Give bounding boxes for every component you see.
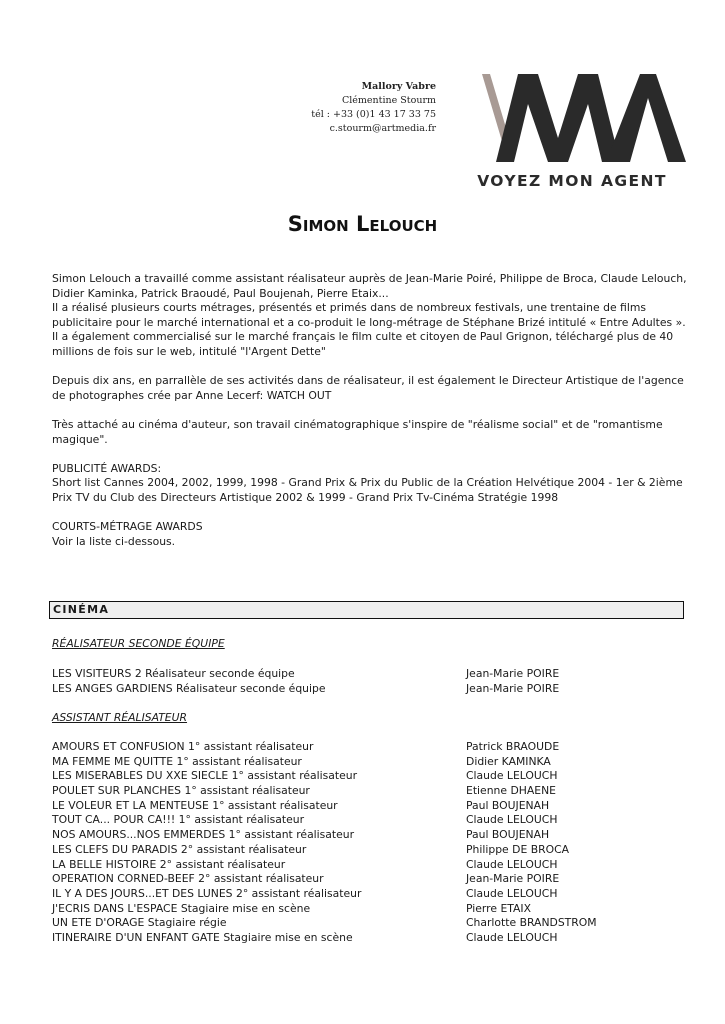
assistant-list (52, 740, 692, 946)
awards-heading: PUBLICITÉ AWARDS: (52, 461, 162, 475)
film-credit: UN ETE D'ORAGE Stagiaire régie (52, 916, 227, 930)
shorts-text: Voir la liste ci-dessous. (52, 534, 176, 548)
contact-person: Clémentine Stourm (341, 95, 436, 106)
section-label: CINÉMA (53, 603, 110, 616)
film-director: Paul BOUJENAH (466, 798, 550, 812)
film-director: Patrick BRAOUDE (466, 740, 560, 753)
second-unit-heading: RÉALISATEUR SECONDE ÉQUIPE (52, 637, 225, 650)
bio-paragraph: Très attaché au cinéma d'auteur, son travail cinématographique s'inspire de "réalisme social" et de "romantisme magique". (52, 417, 663, 446)
film-credit: LES VISITEURS 2 Réalisateur seconde équipe (52, 667, 295, 680)
film-credit: IL Y A DES JOURS...ET DES LUNES 2° assistant réalisateur (52, 886, 362, 900)
film-credit: TOUT CA... POUR CA!!! 1° assistant réalisateur (52, 813, 305, 827)
filmography-row (52, 887, 692, 902)
logo-letter-a (606, 74, 686, 162)
filmography-row (52, 682, 692, 697)
film-credit: ITINERAIRE D'UN ENFANT GATE Stagiaire mise en scène (52, 930, 353, 944)
logo-letter-m (496, 74, 620, 162)
film-director: Claude LELOUCH (466, 857, 558, 871)
filmography-row (52, 740, 692, 755)
film-credit: OPERATION CORNED-BEEF 2° assistant réalisateur (52, 872, 324, 886)
page-title: Simon Lelouch (287, 212, 438, 236)
awards-text: Short list Cannes 2004, 2002, 1999, 1998 - Grand Prix & Prix du Public de la Création Helvétique 2004 - 1er & 2ième Prix TV du Club des Directeurs Artistique 2002 & 1999 - Grand Prix Tv-Cinéma Stratégie 1998 (52, 476, 683, 504)
agent-contact (311, 80, 436, 136)
bio-paragraph: Il a réalisé plusieurs courts métrages, présentés et primés dans de nombreux festivals, une trentaine de films publicitaire pour le marché international et a co-produit le long-métrage de Stéphane Brizé intitulé « Entre Adultes ». (52, 301, 686, 329)
film-credit: J'ECRIS DANS L'ESPACE Stagiaire mise en scène (52, 901, 311, 915)
film-director: Etienne DHAENE (466, 784, 556, 798)
film-director: Jean-Marie POIRE (466, 667, 560, 680)
film-director: Claude LELOUCH (466, 813, 558, 827)
filmography-row (52, 755, 692, 770)
film-director: Didier KAMINKA (466, 754, 551, 768)
filmography-row (52, 667, 692, 682)
film-credit: LA BELLE HISTOIRE 2° assistant réalisateur (52, 857, 286, 871)
film-director: Jean-Marie POIRE (466, 681, 560, 695)
film-credit: LES CLEFS DU PARADIS 2° assistant réalisateur (52, 842, 307, 856)
film-credit: AMOURS ET CONFUSION 1° assistant réalisateur (52, 740, 314, 753)
film-credit: LES MISERABLES DU XXE SIECLE 1° assistant réalisateur (52, 769, 358, 783)
agency-logo (456, 68, 688, 192)
bio-paragraph: Simon Lelouch a travaillé comme assistant réalisateur auprès de Jean-Marie Poiré, Philippe de Broca, Claude Lelouch, Didier Kaminka, Patrick Braoudé, Paul Boujenah, Pierre Etaix... (52, 272, 687, 300)
filmography-row (52, 843, 692, 858)
contact-phone: tél : +33 (0)1 43 17 33 75 (311, 109, 436, 120)
film-director: Pierre ETAIX (466, 901, 531, 915)
filmography-row (52, 784, 692, 799)
filmography-row (52, 813, 692, 828)
filmography-row (52, 902, 692, 917)
film-credit: LE VOLEUR ET LA MENTEUSE 1° assistant réalisateur (52, 798, 338, 812)
filmography-row (52, 872, 692, 887)
filmography-row (52, 858, 692, 873)
shorts-heading: COURTS-MÉTRAGE AWARDS (52, 520, 203, 534)
cinema-section-header (49, 601, 684, 619)
bio-paragraph: Il a également commercialisé sur le marché français le film culte et citoyen de Paul Grignon, téléchargé plus de 40 millions de fois sur le web, intitulé "l'Argent Dette" (52, 330, 674, 358)
filmography-row (52, 828, 692, 843)
filmography-row (52, 769, 692, 784)
filmography-row (52, 916, 692, 931)
film-credit: LES ANGES GARDIENS Réalisateur seconde équipe (52, 681, 326, 695)
bio-paragraph: Depuis dix ans, en parrallèle de ses activités dans de réalisateur, il est également le Directeur Artistique de l'agence de photographes crée par Anne Lecerf: WATCH OUT (52, 374, 684, 402)
contact-email: c.stourm@artmedia.fr (329, 123, 436, 134)
film-director: Paul BOUJENAH (466, 828, 550, 842)
film-director: Charlotte BRANDSTROM (466, 916, 597, 930)
film-credit: MA FEMME ME QUITTE 1° assistant réalisateur (52, 754, 302, 768)
vma-logo-mark (456, 68, 688, 168)
agent-name: Mallory Vabre (361, 81, 436, 92)
film-director: Claude LELOUCH (466, 886, 558, 900)
filmography-row (52, 799, 692, 814)
film-director: Claude LELOUCH (466, 930, 558, 944)
film-credit: NOS AMOURS...NOS EMMERDES 1° assistant réalisateur (52, 828, 355, 842)
film-director: Jean-Marie POIRE (466, 872, 560, 886)
assistant-heading: ASSISTANT RÉALISATEUR (52, 711, 188, 724)
film-credit: POULET SUR PLANCHES 1° assistant réalisateur (52, 784, 310, 798)
filmography-row (52, 931, 692, 946)
logo-tagline: VOYEZ MON AGENT (477, 172, 667, 190)
film-director: Philippe DE BROCA (466, 842, 570, 856)
film-director: Claude LELOUCH (466, 769, 558, 783)
biography (52, 272, 692, 549)
second-unit-list (52, 667, 692, 696)
